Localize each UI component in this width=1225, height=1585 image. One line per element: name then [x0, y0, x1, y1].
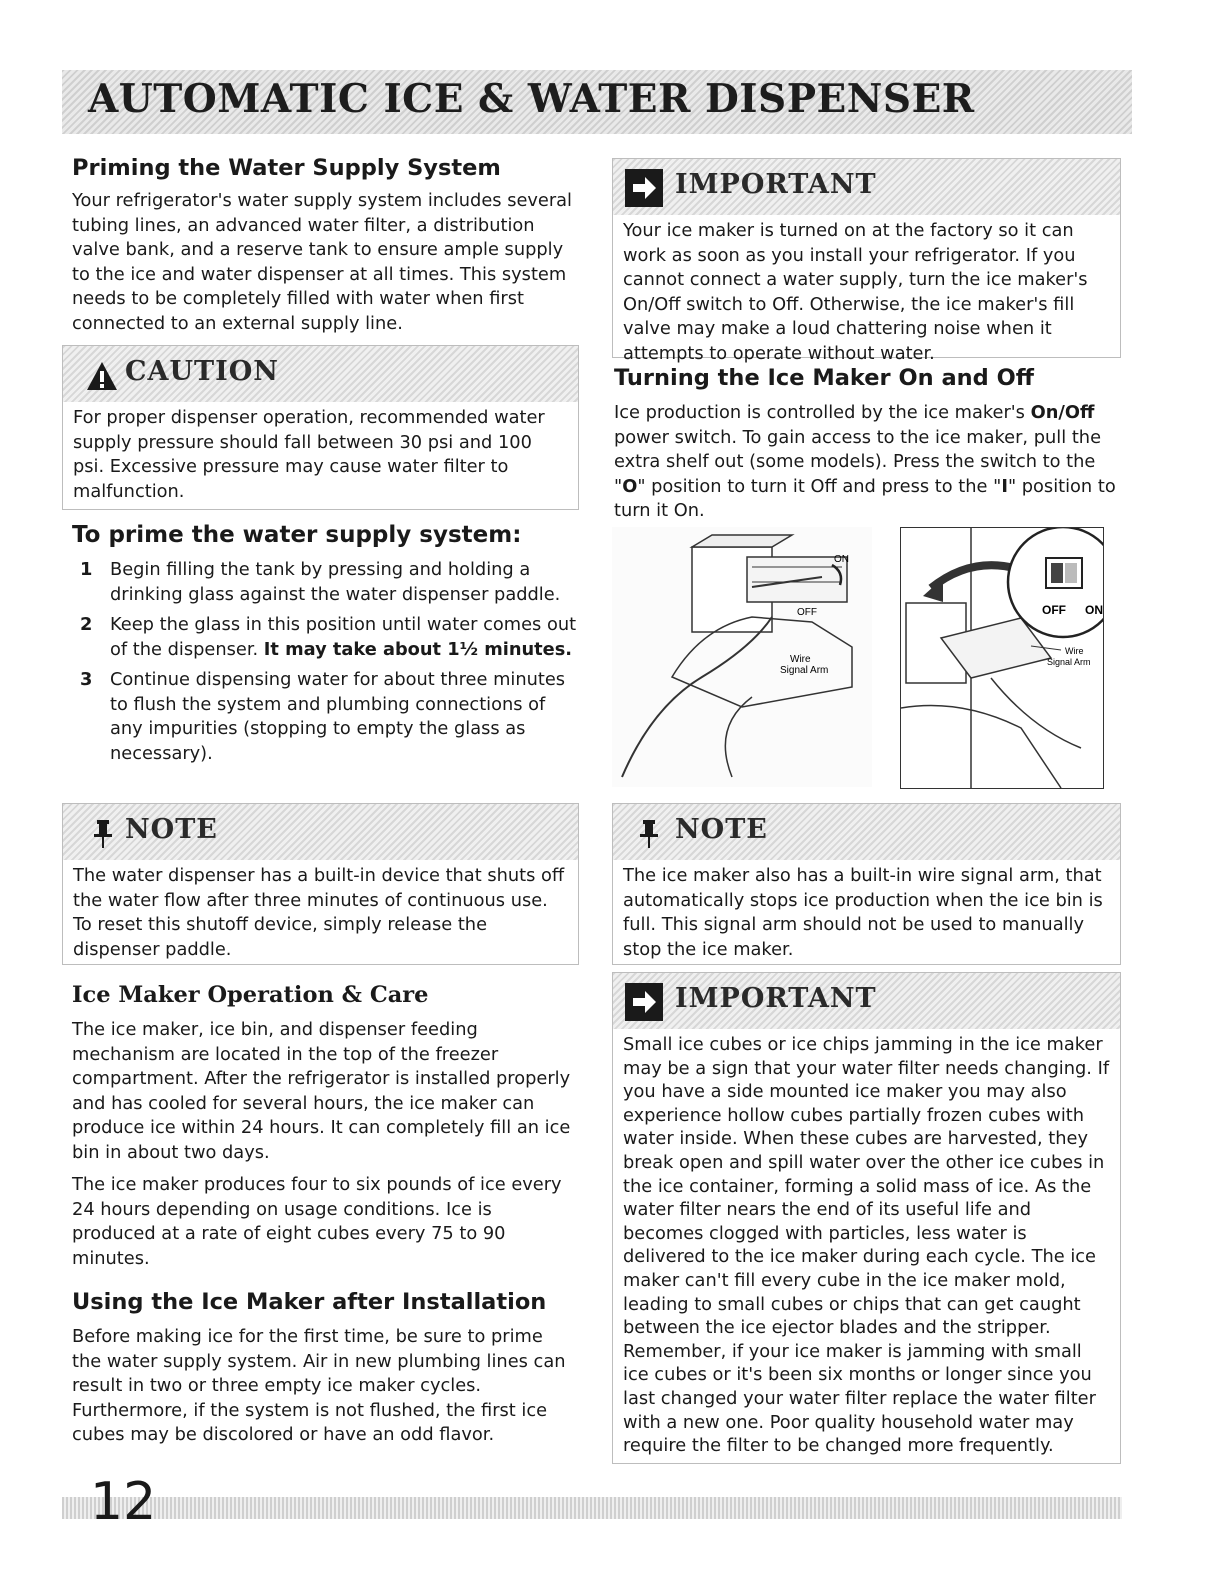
warning-icon [85, 360, 119, 392]
priming-body: Your refrigerator's water supply system includes several tubing lines, an advanced water filter, a distribution valve bank, and a reserve tank to ensure ample supply to the ice and water dispenser at all times. This system needs to be completely filled with water when first connected to an external supply line. [72, 190, 573, 334]
ice-maker-illustration-1 [612, 527, 872, 787]
note-body: The ice maker also has a built-in wire signal arm, that automatically stops ice production when the ice bin is full. This signal arm should not be used to manually stop the ice maker. [623, 865, 1103, 960]
off-label: OFF [1042, 603, 1066, 617]
off-label: OFF [797, 607, 817, 618]
section-title-onoff: Turning the Ice Maker On and Off [614, 365, 1034, 391]
section-title-operation: Ice Maker Operation & Care [72, 982, 429, 1008]
note-label: NOTE [125, 814, 218, 845]
important-box-1 [612, 158, 1121, 364]
important-header [613, 973, 1120, 1029]
section-title-prime-steps: To prime the water supply system: [72, 522, 522, 548]
left-column [72, 155, 582, 336]
important-label: IMPORTANT [675, 169, 877, 200]
ice-maker-drawing [612, 527, 872, 787]
operation-p1: The ice maker, ice bin, and dispenser feeding mechanism are located in the top of the freezer compartment. After the refrigerator is installed properly and has cooled for several hours, the ice maker can produce ice within 24 hours. It can completely fill an ice bin in about two days. [72, 1019, 571, 1163]
important-body: Small ice cubes or ice chips jamming in the ice maker may be a sign that your water filter needs changing. If you have a side mounted ice maker you may also experience hollow cubes partially frozen cubes with water inside. When these cubes are harvested, they break open and spill water over the other ice cubes in the ice container, forming a solid mass of ice. As the water filter nears the end of its useful life and becomes clogged with particles, less water is delivered to the ice maker during each cycle. The ice maker can't fill every cube in the ice maker mold, leading to small cubes or chips that can get caught between the ice ejector blades and the stripper. Remember, if your ice maker is jamming with small ice cubes or it's been six months or longer since you last changed your water filter replace the water filter with a new one. Poor quality household water may require the filter to be changed more frequently. [623, 1034, 1110, 1457]
note-body: The water dispenser has a built-in device that shuts off the water flow after three minutes of continuous use. To reset this shutoff device, simply release the dispenser paddle. [73, 865, 565, 960]
note-box-right [612, 803, 1121, 965]
step-emphasis: It may take about 1½ minutes. [263, 638, 573, 660]
wire-label: Wire [790, 654, 811, 665]
signal-arm-label: Signal Arm [780, 665, 829, 676]
note-header [613, 804, 1120, 860]
on-label: ON [834, 554, 849, 565]
section-title-after-install: Using the Ice Maker after Installation [72, 1289, 547, 1315]
operation-section [72, 982, 577, 1448]
caution-body: For proper dispenser operation, recommended water supply pressure should fall between 30 psi and 100 psi. Excessive pressure may cause water filter to malfunction. [73, 407, 545, 502]
important-box-2 [612, 972, 1121, 1464]
after-install-body: Before making ice for the first time, be sure to prime the water supply system. Air in new plumbing lines can result in two or three empty ice maker cycles. Furthermore, if the system is not flushed, the first ice cubes may be discolored or have an odd flavor. [72, 1326, 566, 1445]
caution-label: CAUTION [125, 356, 279, 387]
page-number: 12 [90, 1472, 157, 1532]
arrow-icon [625, 983, 663, 1021]
note-label: NOTE [675, 814, 768, 845]
list-item: 1 Begin filling the tank by pressing and holding a drinking glass against the water dispenser paddle. [80, 559, 561, 605]
prime-steps-section [72, 522, 577, 772]
important-label: IMPORTANT [675, 983, 877, 1014]
pushpin-icon [91, 818, 115, 850]
caution-header [63, 346, 578, 402]
important-body: Your ice maker is turned on at the factory so it can work as soon as you install your refrigerator. If you cannot connect a water supply, turn the ice maker's On/Off switch to Off. Otherwise, the ice maker's fill valve may make a loud chattering noise when it attempts to operate without water. [623, 220, 1088, 364]
header-banner [62, 70, 1132, 134]
note-box-left [62, 803, 579, 965]
list-item: 2 Keep the glass in this position until water comes out of the dispenser. It may take about 1½ minutes. [80, 614, 577, 660]
arrow-icon [625, 169, 663, 207]
wire-label: Wire [1065, 646, 1084, 656]
section-title-priming: Priming the Water Supply System [72, 155, 501, 181]
caution-box [62, 345, 579, 510]
list-item: 3 Continue dispensing water for about three minutes to flush the system and plumbing connections of any impurities (stopping to empty the glass as necessary). [80, 669, 566, 764]
pushpin-icon [637, 818, 661, 850]
onoff-body: Ice production is controlled by the ice maker's On/Off power switch. To gain access to the ice maker, pull the extra shelf out (some models). Press the switch to the "O" position to turn it Off and press to the "I" position to turn it On. [614, 402, 1116, 521]
note-header [63, 804, 578, 860]
ice-maker-illustration-2 [900, 527, 1104, 789]
signal-arm-label: Signal Arm [1047, 657, 1091, 667]
onoff-section [614, 365, 1119, 524]
important-header [613, 159, 1120, 215]
operation-p2: The ice maker produces four to six pounds of ice every 24 hours depending on usage conditions. Ice is produced at a rate of eight cubes every 75 to 90 minutes. [72, 1174, 562, 1269]
page-title: AUTOMATIC ICE & WATER DISPENSER [88, 76, 975, 122]
prime-steps-list [72, 558, 577, 766]
on-label: ON [1085, 603, 1103, 617]
ice-maker-switch-drawing [901, 528, 1103, 788]
footer-bar [62, 1497, 1122, 1519]
